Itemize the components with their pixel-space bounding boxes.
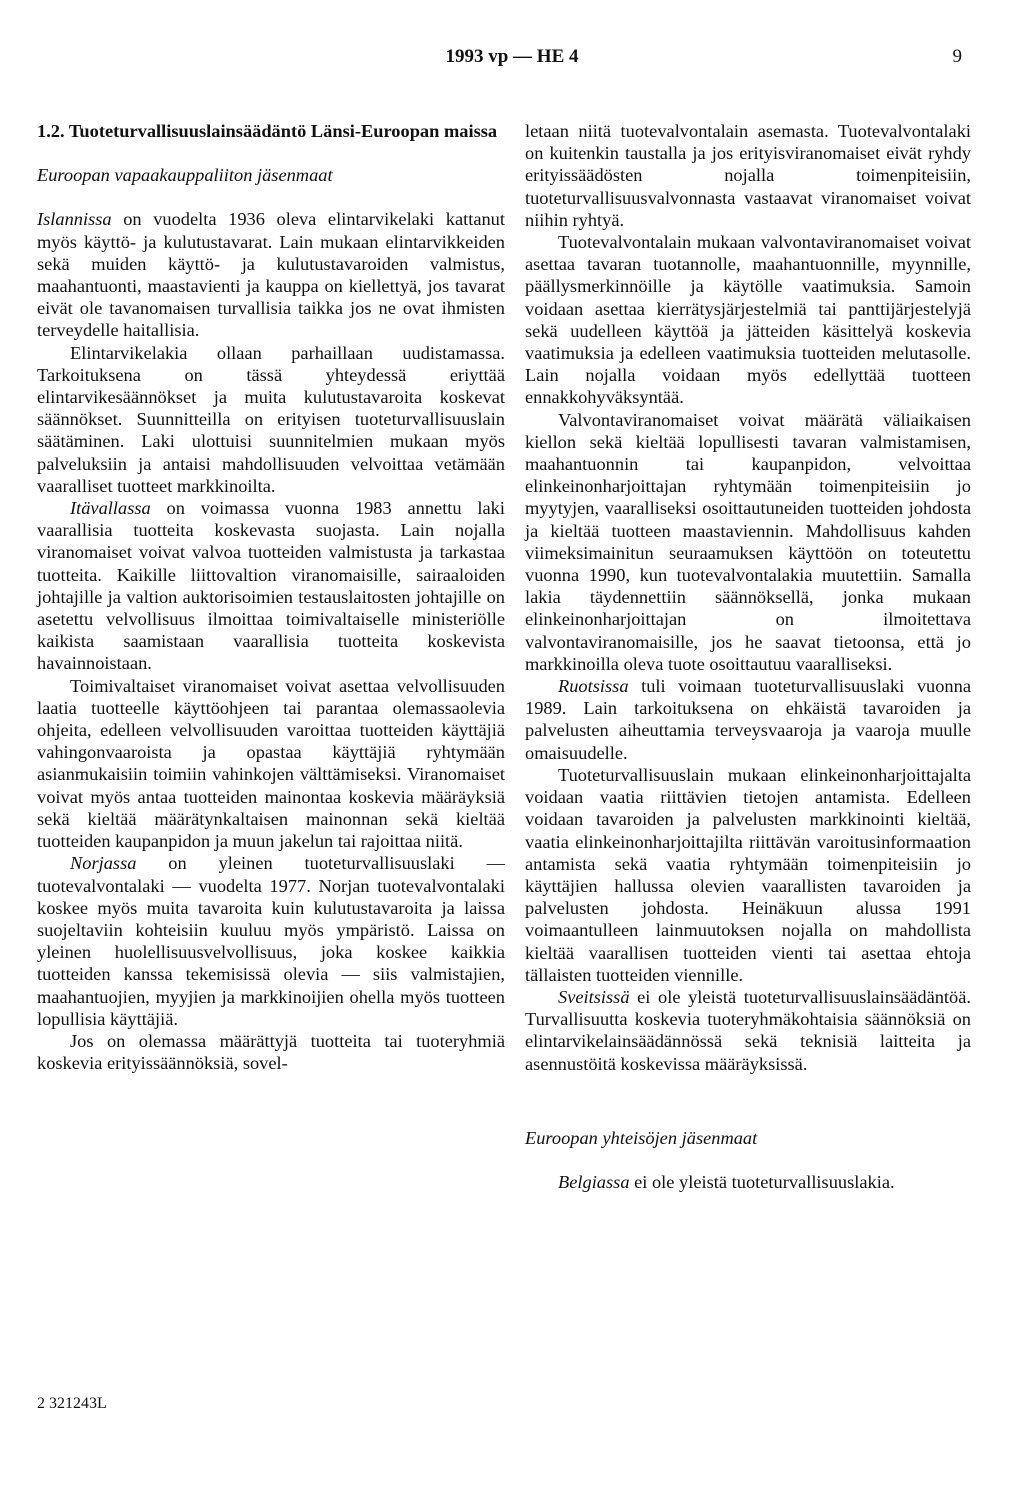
paragraph-special-provisions: Jos on olemassa määrättyjä tuotteita tai tuoteryhmiä koskevia erityissäännöksiä, sovel- bbox=[37, 1030, 505, 1074]
paragraph-text: on vuodelta 1936 oleva elintarvikelaki kattanut myös käyttö- ja kulutustavarat. Lain mukaan elintarvikkeiden sekä muiden käyttö- ja kulutustavaroiden valmistus, maahantuonti, maastavienti ja kauppa on kiellettyä, jos tavarat eivät ole tavanomaisen turvallisia taikka jos ne ovat ihmisten terveydelle haitallisia. bbox=[37, 209, 505, 341]
right-column bbox=[525, 120, 971, 1193]
footer-code: 2 321243L bbox=[37, 1395, 107, 1412]
paragraph-switzerland bbox=[525, 986, 971, 1075]
paragraph-food-law-reform: Elintarvikelakia ollaan parhaillaan uudistamassa. Tarkoituksena on tässä yhteydessä eriyttää elintarvikesäännökset ja muita kulutustavaroita koskevat säännökset. Suunnitteilla on erityisen tuoteturvallisuuslain säätäminen. Laki ulottuisi suunnitelmien mukaan myös palveluksiin ja antaisi mahdollisuuden velvoittaa vetämään vaaralliset tuotteet markkinoilta. bbox=[37, 342, 505, 496]
paragraph-text: ei ole yleistä tuoteturvallisuuslainsäädäntöä. Turvallisuutta koskevia tuoteryhmäkohtaisia säännöksiä on elintarvikelainsäädännössä sekä teknisiä laitteita ja asennustöitä koskevissa määräyksissä. bbox=[525, 986, 971, 1074]
subheading-eu: Euroopan yhteisöjen jäsenmaat bbox=[525, 1127, 758, 1148]
paragraph-norway bbox=[37, 852, 505, 1030]
paragraph-text: ei ole yleistä tuoteturvallisuuslakia. bbox=[629, 1171, 895, 1192]
paragraph-sweden bbox=[525, 675, 971, 764]
paragraph-requirements: Tuotevalvontalain mukaan valvontaviranomaiset voivat asettaa tavaran tuotannolle, maahantuonnille, myynnille, päällysmerkinnöille ja käytölle vaatimuksia. Samoin voidaan asettaa kierrätysjärjestelmiä tai panttijärjestelyjä sekä uudelleen käyttöä ja jätteiden käsittelyä koskevia vaatimuksia ja edelleen vaatimuksia tuotteiden melutasolle. Lain nojalla voidaan myös edellyttää tuotteen ennakkohyväksyntää. bbox=[525, 232, 971, 408]
paragraph-text: on yleinen tuoteturvallisuuslaki — tuotevalvontalaki — vuodelta 1977. Norjan tuotevalvontalaki koskee myös muita tavaroita kuin kulutustavaroita ja laissa suojeltaviin kohteisiin kuuluu myös ympäristö. Laissa on yleinen huolellisuusvelvollisuus, joka koskee kaikkia tuotteiden kanssa tekemisissä olevia — siis valmistajien, maahantuojien, myyjien ja markkinoijien ohella myös tuotteen lopullisia käyttäjiä. bbox=[37, 853, 505, 1029]
country-belgium: Belgiassa bbox=[558, 1171, 630, 1192]
paragraph-authorities: Toimivaltaiset viranomaiset voivat asettaa velvollisuuden laatia tuotteelle käyttöohjeen tai parantaa olemassaolevia ohjeita, edelleen velvollisuuden varoittaa tuotteiden käyttäjiä vahingonvaaroista ja opastaa käyttäjiä ryhtymään asianmukaisiin toimiin vahinkojen välttämiseksi. Viranomaiset voivat myös antaa tuotteiden mainontaa koskevia määräyksiä sekä kieltää määrätynkaltaisen mainonnan sekä kieltää tuotteiden kaupanpidon ja muun jakelun tai rajoittaa niitä. bbox=[37, 675, 505, 852]
paragraph-bans: Valvontaviranomaiset voivat määrätä väliaikaisen kiellon sekä kieltää lopullisesti tavaran valmistamisen, maahantuonnin tai kaupanpidon, velvoittaa elinkeinonharjoittajan ryhtymään toimenpiteisiin jo myytyjen, vaaralliseksi osoittautuneiden tuotteiden johdosta ja kieltää tuotteen maastaviennin. Mahdollisuus kahden viimeksimainitun seuraamuksen käyttöön on toteutettu vuonna 1990, kun tuotevalvontalakia muutettiin. Samalla lakia täydennettiin säännöksellä, jonka mukaan elinkeinonharjoittajan on ilmoitettava valvontaviranomaisille, jos he saavat tietoonsa, että jo markkinoilla oleva tuote osoittautuu vaaralliseksi. bbox=[525, 409, 971, 674]
country-switzerland: Sveitsissä bbox=[558, 986, 630, 1007]
country-sweden: Ruotsissa bbox=[558, 676, 629, 697]
paragraph-text: on voimassa vuonna 1983 annettu laki vaarallisia tuotteita koskevasta suojasta. Lain nojalla viranomaiset voivat valvoa tuotteiden valmistusta ja tarkastaa tuotteita. Kaikille liittovaltion viranomaisille, sairaaloiden johtajille ja valtion auktorisoimien testauslaitosten johtajille on asetettu velvollisuus ilmoittaa toimivaltaiselle ministeriölle kaikista saamistaan vaarallisia tuotteita koskevista havainnoistaan. bbox=[37, 498, 505, 674]
paragraph-text: tuli voimaan tuoteturvallisuuslaki vuonna 1989. Lain tarkoituksena on ehkäistä tavaroiden ja palvelusten aiheuttamia terveysvaaroja ja vaaroja muulle omaisuudelle. bbox=[525, 676, 971, 763]
paragraph-continuation: letaan niitä tuotevalvontalain asemasta. Tuotevalvontalaki on kuitenkin taustalla ja jos erityisviranomaiset eivät ryhdy erityissäädösten nojalla toimenpiteisiin, tuoteturvallisuusvalvonnasta vastaavat viranomaiset voivat niihin ryhtyä. bbox=[525, 121, 971, 230]
section-heading: 1.2. Tuoteturvallisuuslainsäädäntö Länsi-Euroopan maissa bbox=[37, 121, 498, 141]
page-header bbox=[0, 46, 1024, 70]
country-austria: Itävallassa bbox=[70, 498, 151, 519]
paragraph-sweden-details: Tuoteturvallisuuslain mukaan elinkeinonharjoittajalta voidaan vaatia riittävien tietojen antamista. Edelleen voidaan tavaroiden ja palvelusten markkinointi kieltää, vaatia elinkeinonharjoittajilta riittävän varoitusinformaation antamista sekä vaatia ryhtymään toimenpiteisiin jo käyttäjien hallussa olevien vaarallisten tavaroiden ja palvelusten johdosta. Heinäkuun alussa 1991 voimaantulleen lainmuutoksen nojalla on mahdollista kieltää vaarallisen tuotteiden vienti tai asettaa ehtoja tällaisten tuotteiden viennille. bbox=[525, 764, 971, 985]
paragraph-austria bbox=[37, 497, 505, 675]
page-number: 9 bbox=[952, 46, 962, 67]
document-title: 1993 vp — HE 4 bbox=[445, 46, 579, 67]
paragraph-belgium bbox=[525, 1171, 971, 1193]
left-column bbox=[37, 120, 505, 1074]
subheading-efta: Euroopan vapaakauppaliiton jäsenmaat bbox=[37, 165, 333, 186]
paragraph-iceland bbox=[37, 208, 505, 341]
country-iceland: Islannissa bbox=[37, 209, 112, 230]
country-norway: Norjassa bbox=[70, 853, 137, 874]
